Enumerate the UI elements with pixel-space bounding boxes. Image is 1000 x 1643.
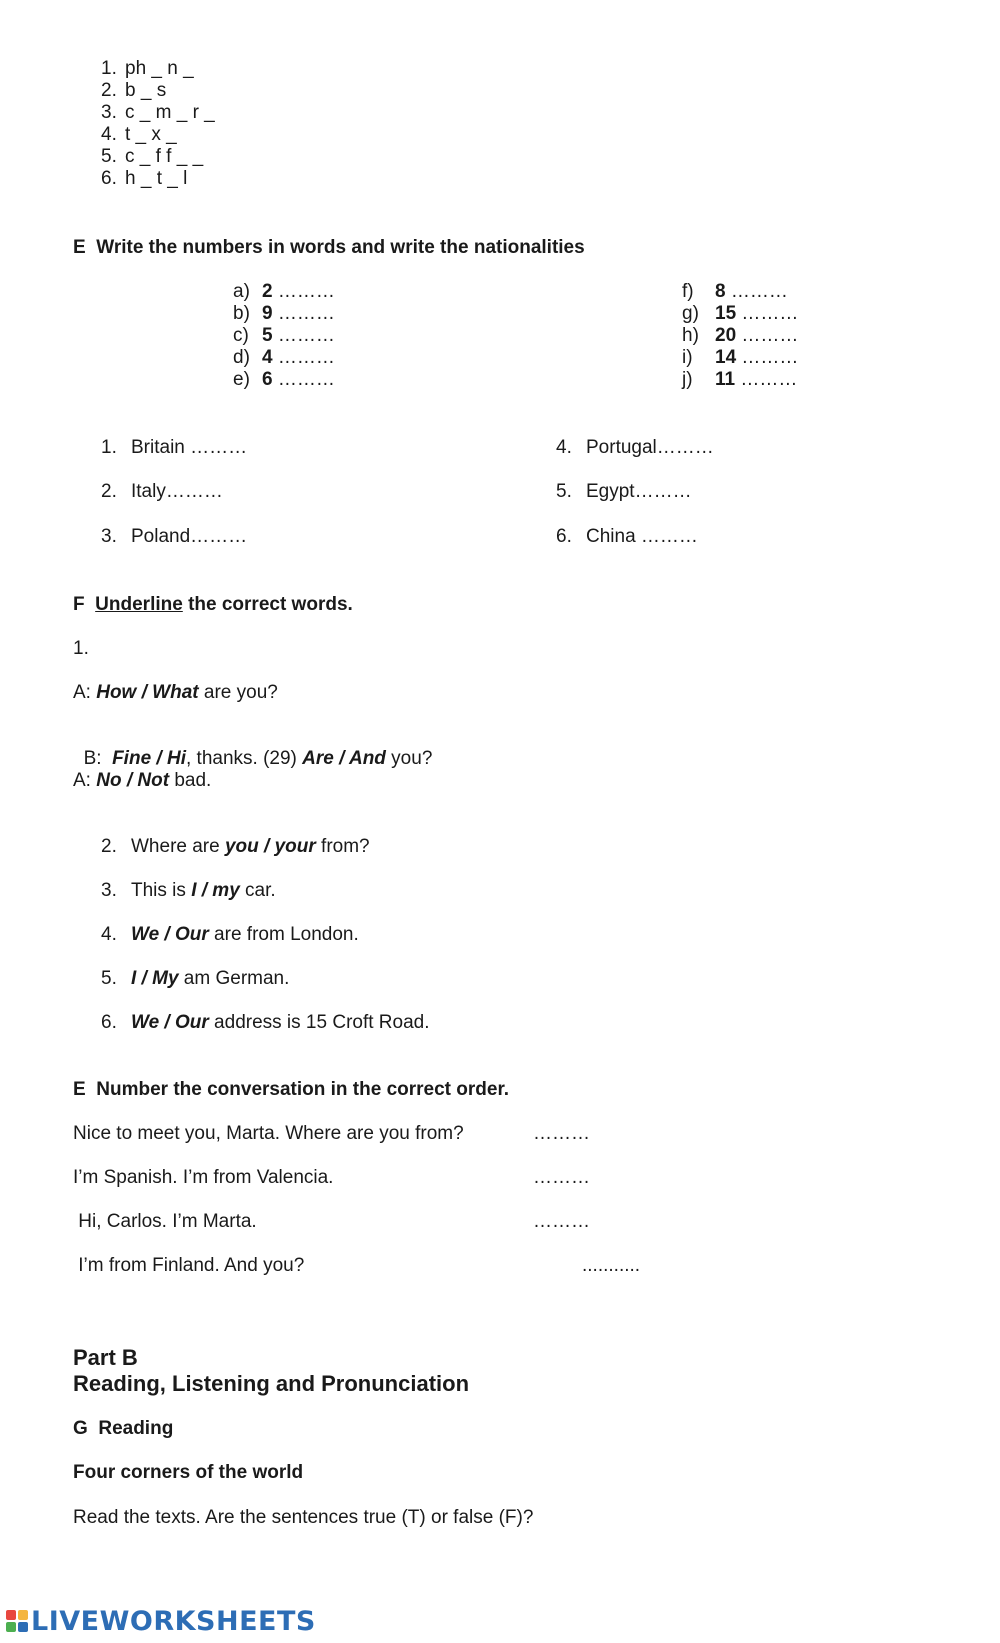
country-item: 6. China ………	[556, 526, 698, 547]
answer-blank[interactable]: ...........	[582, 1255, 641, 1276]
answer-blank[interactable]: ………	[533, 1167, 590, 1188]
list-item: 5. c _ f f _ _	[101, 146, 204, 167]
number-item: i) 14 ………	[682, 347, 799, 368]
dialog-line: B: Fine / Hi, thanks. (29) Are / And you?	[83, 748, 433, 769]
part-b-title: Part B	[73, 1345, 138, 1370]
answer-blank[interactable]: ………	[533, 1123, 590, 1144]
list-item: 6. We / Our address is 15 Croft Road.	[101, 1012, 430, 1033]
number-item: h) 20 ………	[682, 325, 799, 346]
conversation-line: I’m from Finland. And you?	[73, 1255, 305, 1276]
section-g-heading: G Reading	[73, 1418, 174, 1439]
item-number: 1.	[73, 638, 89, 659]
list-item: 6. h _ t _ l	[101, 168, 188, 189]
section-e2-heading: E Number the conversation in the correct order.	[73, 1079, 510, 1100]
number-item: d) 4 ………	[233, 347, 335, 368]
number-item: b) 9 ………	[233, 303, 335, 324]
country-item: 2. Italy………	[101, 481, 223, 502]
answer-blank[interactable]: ………	[533, 1211, 590, 1232]
country-item: 5. Egypt………	[556, 481, 692, 502]
liveworksheets-logo[interactable]	[6, 1606, 316, 1636]
number-item: j) 11 ………	[682, 369, 798, 390]
conversation-line: Hi, Carlos. I’m Marta.	[73, 1211, 257, 1232]
number-item: e) 6 ………	[233, 369, 335, 390]
list-item: 1. ph _ n _	[101, 58, 194, 79]
section-e-heading: E Write the numbers in words and write the nationalities	[73, 237, 585, 258]
list-item: 3. c _ m _ r _	[101, 102, 215, 123]
logo-mark-icon	[6, 1610, 28, 1632]
number-item: f) 8 ………	[682, 281, 788, 302]
country-item: 3. Poland………	[101, 526, 248, 547]
number-item: a) 2 ………	[233, 281, 335, 302]
number-item: c) 5 ………	[233, 325, 335, 346]
conversation-line: I’m Spanish. I’m from Valencia.	[73, 1167, 334, 1188]
reading-title: Four corners of the world	[73, 1462, 304, 1483]
list-item: 3. This is I / my car.	[101, 880, 276, 901]
country-item: 1. Britain ………	[101, 437, 248, 458]
country-item: 4. Portugal………	[556, 437, 714, 458]
list-item: 4. t _ x _	[101, 124, 177, 145]
list-item: 2. b _ s	[101, 80, 167, 101]
dialog-line: A: How / What are you?	[73, 682, 278, 703]
list-item: 2. Where are you / your from?	[101, 836, 370, 857]
part-b-subtitle: Reading, Listening and Pronunciation	[73, 1371, 470, 1396]
conversation-line: Nice to meet you, Marta. Where are you from?	[73, 1123, 464, 1144]
number-item: g) 15 ………	[682, 303, 799, 324]
list-item: 5. I / My am German.	[101, 968, 290, 989]
reading-instruction: Read the texts. Are the sentences true (T) or false (F)?	[73, 1507, 534, 1528]
section-f-heading: F Underline the correct words.	[73, 594, 353, 615]
list-item: 4. We / Our are from London.	[101, 924, 359, 945]
logo-text: LIVEWORKSHEETS	[31, 1605, 316, 1637]
dialog-line: A: No / Not bad.	[73, 770, 212, 791]
